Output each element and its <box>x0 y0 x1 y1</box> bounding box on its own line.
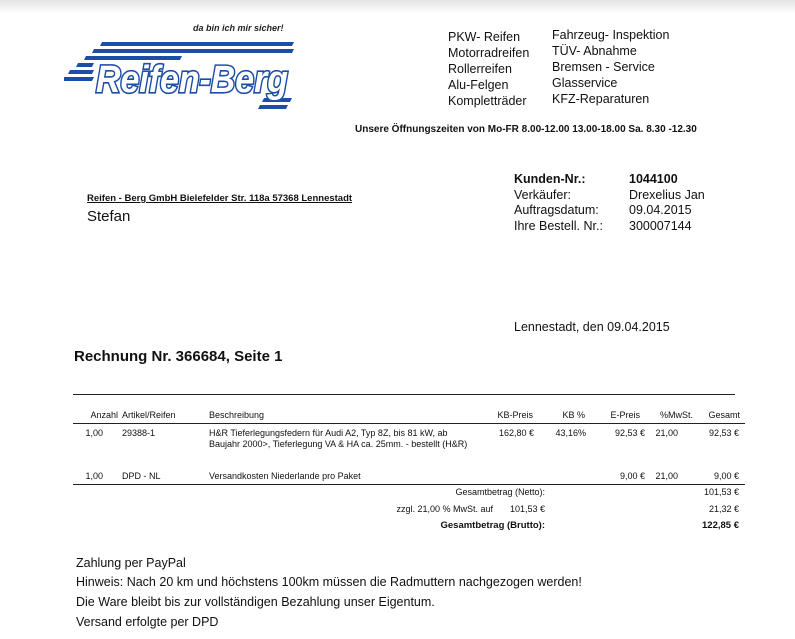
vat-label: zzgl. 21,00 % MwSt. auf <box>396 504 493 514</box>
gross-total-label: Gesamtbetrag (Brutto): <box>440 520 545 531</box>
place-date: Lennestadt, den 09.04.2015 <box>514 320 670 334</box>
order-date-value: 09.04.2015 <box>629 203 692 217</box>
col-kb-pct-header: KB % <box>562 410 585 420</box>
customer-no-value: 1044100 <box>629 172 678 186</box>
service-item: Motorradreifen <box>448 46 530 60</box>
services-right <box>552 27 669 107</box>
order-date-label: Auftragsdatum: <box>514 203 599 217</box>
vat-value: 21,32 € <box>708 504 739 514</box>
service-item: Kompletträder <box>448 94 527 108</box>
logo-text: Reifen-Berg <box>96 59 288 101</box>
row-vat: 21,00 <box>655 428 678 438</box>
service-item: PKW- Reifen <box>448 30 521 44</box>
row-description: H&R Tieferlegungsfedern für Audi A2, Typ 8Z, bis 81 kW, ab Baujahr 2000>, Tieferlegung VA & HA ca. 25mm. - bestellt (H&R) <box>209 428 468 449</box>
order-no-label: Ihre Bestell. Nr.: <box>514 218 603 233</box>
company-logo <box>64 40 294 112</box>
col-kb-price-header: KB-Preis <box>497 410 533 420</box>
row-e-price: 9,00 € <box>619 471 645 481</box>
col-total-header: Gesamt <box>708 410 740 420</box>
seller-label: Verkäufer: <box>514 187 571 202</box>
row-qty: 1,00 <box>85 471 103 481</box>
row-e-price: 92,53 € <box>614 428 645 438</box>
col-vat-header: %MwSt. <box>659 410 693 420</box>
col-qty-header: Anzahl <box>90 410 118 420</box>
net-total-label: Gesamtbetrag (Netto): <box>455 487 545 497</box>
payment-note: Zahlung per PayPal <box>76 556 186 570</box>
meta-labels <box>514 172 603 234</box>
service-item: Bremsen - Service <box>552 60 655 74</box>
col-e-price-header: E-Preis <box>610 410 640 420</box>
hint-note: Hinweis: Nach 20 km und höchstens 100km müssen die Radmuttern nachgezogen werden! <box>76 575 582 589</box>
services-left <box>448 29 529 109</box>
col-description-header: Beschreibung <box>209 410 265 420</box>
recipient-name: Stefan <box>87 208 131 225</box>
row-total: 9,00 € <box>713 471 739 481</box>
row-article: DPD - NL <box>122 471 161 481</box>
col-article-header: Artikel/Reifen <box>122 410 176 420</box>
divider <box>73 423 745 424</box>
row-total: 92,53 € <box>708 428 739 438</box>
service-item: TÜV- Abnahme <box>552 44 637 58</box>
slogan: da bin ich mir sicher! <box>193 23 284 33</box>
service-item: Alu-Felgen <box>448 78 509 92</box>
row-article: 29388-1 <box>122 428 156 438</box>
net-total-value: 101,53 € <box>703 487 739 497</box>
service-item: Glasservice <box>552 76 618 90</box>
row-kb-pct: 43,16% <box>555 428 586 438</box>
row-description: Versandkosten Niederlande pro Paket <box>209 471 361 481</box>
service-item: Rollerreifen <box>448 62 512 76</box>
top-shadow-band <box>0 0 795 14</box>
row-qty: 1,00 <box>85 428 103 438</box>
gross-total-value: 122,85 € <box>702 520 739 531</box>
divider <box>73 484 745 485</box>
order-no-value: 300007144 <box>629 218 692 233</box>
seller-value: Drexelius Jan <box>629 187 705 202</box>
shipping-note: Versand erfolgte per DPD <box>76 615 219 629</box>
ownership-note: Die Ware bleibt bis zur vollständigen Bezahlung unser Eigentum. <box>76 595 435 609</box>
vat-base-value: 101,53 € <box>509 504 545 514</box>
meta-values <box>629 172 705 234</box>
divider <box>73 394 735 395</box>
row-vat: 21,00 <box>655 471 678 481</box>
row-kb-price: 162,80 € <box>498 428 534 438</box>
sender-address-line: Reifen - Berg GmbH Bielefelder Str. 118a 57368 Lennestadt <box>87 193 353 204</box>
invoice-title: Rechnung Nr. 366684, Seite 1 <box>74 348 283 365</box>
opening-hours: Unsere Öffnungszeiten von Mo-FR 8.00-12.00 13.00-18.00 Sa. 8.30 -12.30 <box>355 124 697 135</box>
service-item: KFZ-Reparaturen <box>552 92 650 106</box>
customer-no-label: Kunden-Nr.: <box>514 172 586 186</box>
service-item: Fahrzeug- Inspektion <box>552 28 670 42</box>
